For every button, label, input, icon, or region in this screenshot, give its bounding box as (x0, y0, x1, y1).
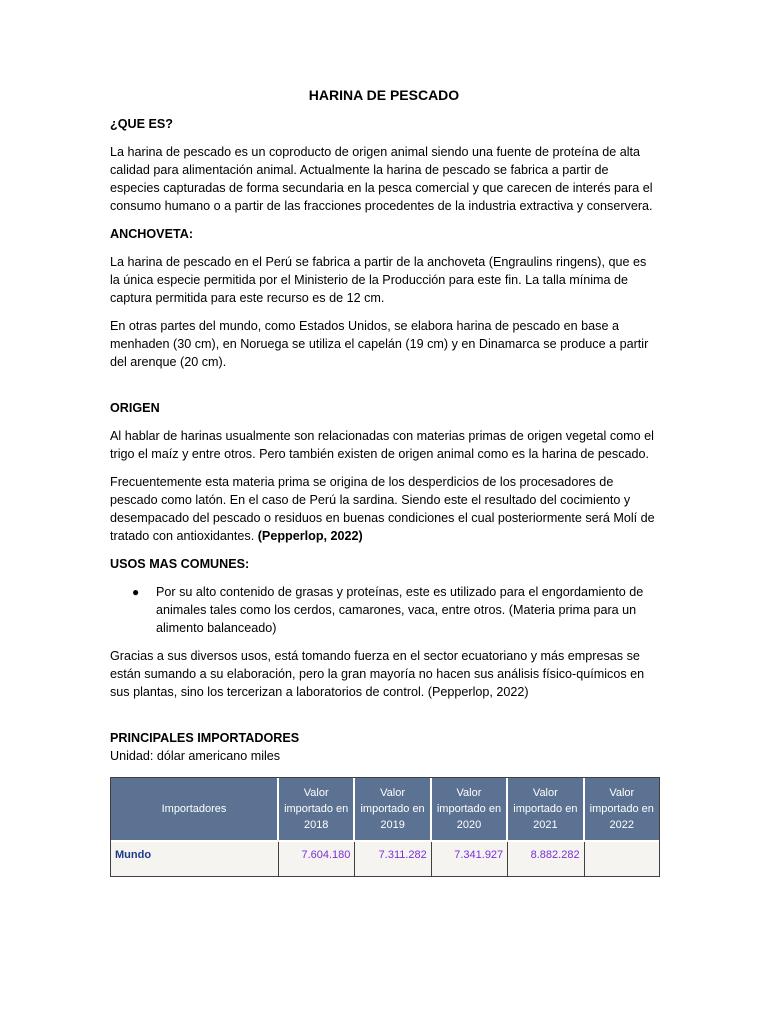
table-header-cell: Valor importado en 2018 (279, 778, 355, 842)
table-cell: Mundo (111, 842, 279, 876)
document-title: HARINA DE PESCADO (308, 87, 460, 103)
table-cell: 7.604.180 (279, 842, 355, 876)
paragraph-origen-2 (110, 473, 658, 545)
table-header-cell: Valor importado en 2022 (585, 778, 659, 842)
table-header-cell: Valor importado en 2019 (355, 778, 431, 842)
table-cell: 7.341.927 (432, 842, 508, 876)
heading-usos: USOS MAS COMUNES: (110, 557, 250, 571)
heading-origen: ORIGEN (110, 401, 160, 415)
list-item (110, 583, 658, 637)
heading-importadores: PRINCIPALES IMPORTADORES (110, 731, 300, 745)
table-cell (585, 842, 659, 876)
paragraph-anchoveta-2: En otras partes del mundo, como Estados Unidos, se elabora harina de pescado en base a menhaden (30 cm), en Noruega se utiliza el capelán (19 cm) y en Dinamarca se produce a partir del arenque (20 cm). (110, 319, 649, 369)
usos-list (110, 583, 658, 637)
unit-label: Unidad: dólar americano miles (110, 749, 281, 763)
table-header-cell: Valor importado en 2020 (432, 778, 508, 842)
paragraph-origen-1: Al hablar de harinas usualmente son relacionadas con materias primas de origen vegetal como el trigo el maíz y entre otros. Pero también existen de origen animal como es la harina de pescado. (110, 429, 654, 461)
table-row (111, 842, 659, 876)
importers-table-wrapper (110, 777, 658, 877)
heading-que-es: ¿QUE ES? (110, 117, 173, 131)
paragraph-que-es: La harina de pescado es un coproducto de origen animal siendo una fuente de proteína de alta calidad para alimentación animal. Actualmente la harina de pescado se fabrica a partir de especies capturadas de forma secundaria en la pesca comercial y que carecen de interés para el consumo humano o a partir de las fracciones procedentes de la industria extractiva y conservera. (110, 145, 653, 213)
table-header-cell: Valor importado en 2021 (508, 778, 584, 842)
paragraph-origen-2-text: Frecuentemente esta materia prima se origina de los desperdicios de los procesadores de pescado como latón. En el caso de Perú la sardina. Siendo este el resultado del cocimiento y desempacado del pescado o residuos en buenas condiciones el cual posteriormente será Molí de tratado con antioxidantes. (110, 475, 655, 543)
table-cell: 8.882.282 (508, 842, 584, 876)
table-header-cell: Importadores (111, 778, 279, 842)
citation: (Pepperlop, 2022) (257, 529, 363, 543)
heading-anchoveta: ANCHOVETA: (110, 227, 194, 241)
paragraph-anchoveta-1: La harina de pescado en el Perú se fabrica a partir de la anchoveta (Engraulins ringens), que es la única especie permitida por el Ministerio de la Producción para este fin. La talla mínima de captura permitida para este recurso es de 12 cm. (110, 255, 647, 305)
bullet-icon: ● (132, 585, 140, 599)
table-header-row (111, 778, 659, 842)
table-cell: 7.311.282 (355, 842, 431, 876)
paragraph-usos: Gracias a sus diversos usos, está tomando fuerza en el sector ecuatoriano y más empresas se están sumando a su elaboración, pero la gran mayoría no hacen sus análisis físico-químicos en sus plantas, sino los tercerizan a laboratorios de control. (Pepperlop, 2022) (110, 649, 645, 699)
importers-table (110, 777, 660, 877)
document-body (110, 86, 658, 877)
list-item-text: Por su alto contenido de grasas y proteínas, este es utilizado para el engordamiento de animales tales como los cerdos, camarones, vaca, entre otros. (Materia prima para un alimento balanceado) (156, 585, 644, 635)
